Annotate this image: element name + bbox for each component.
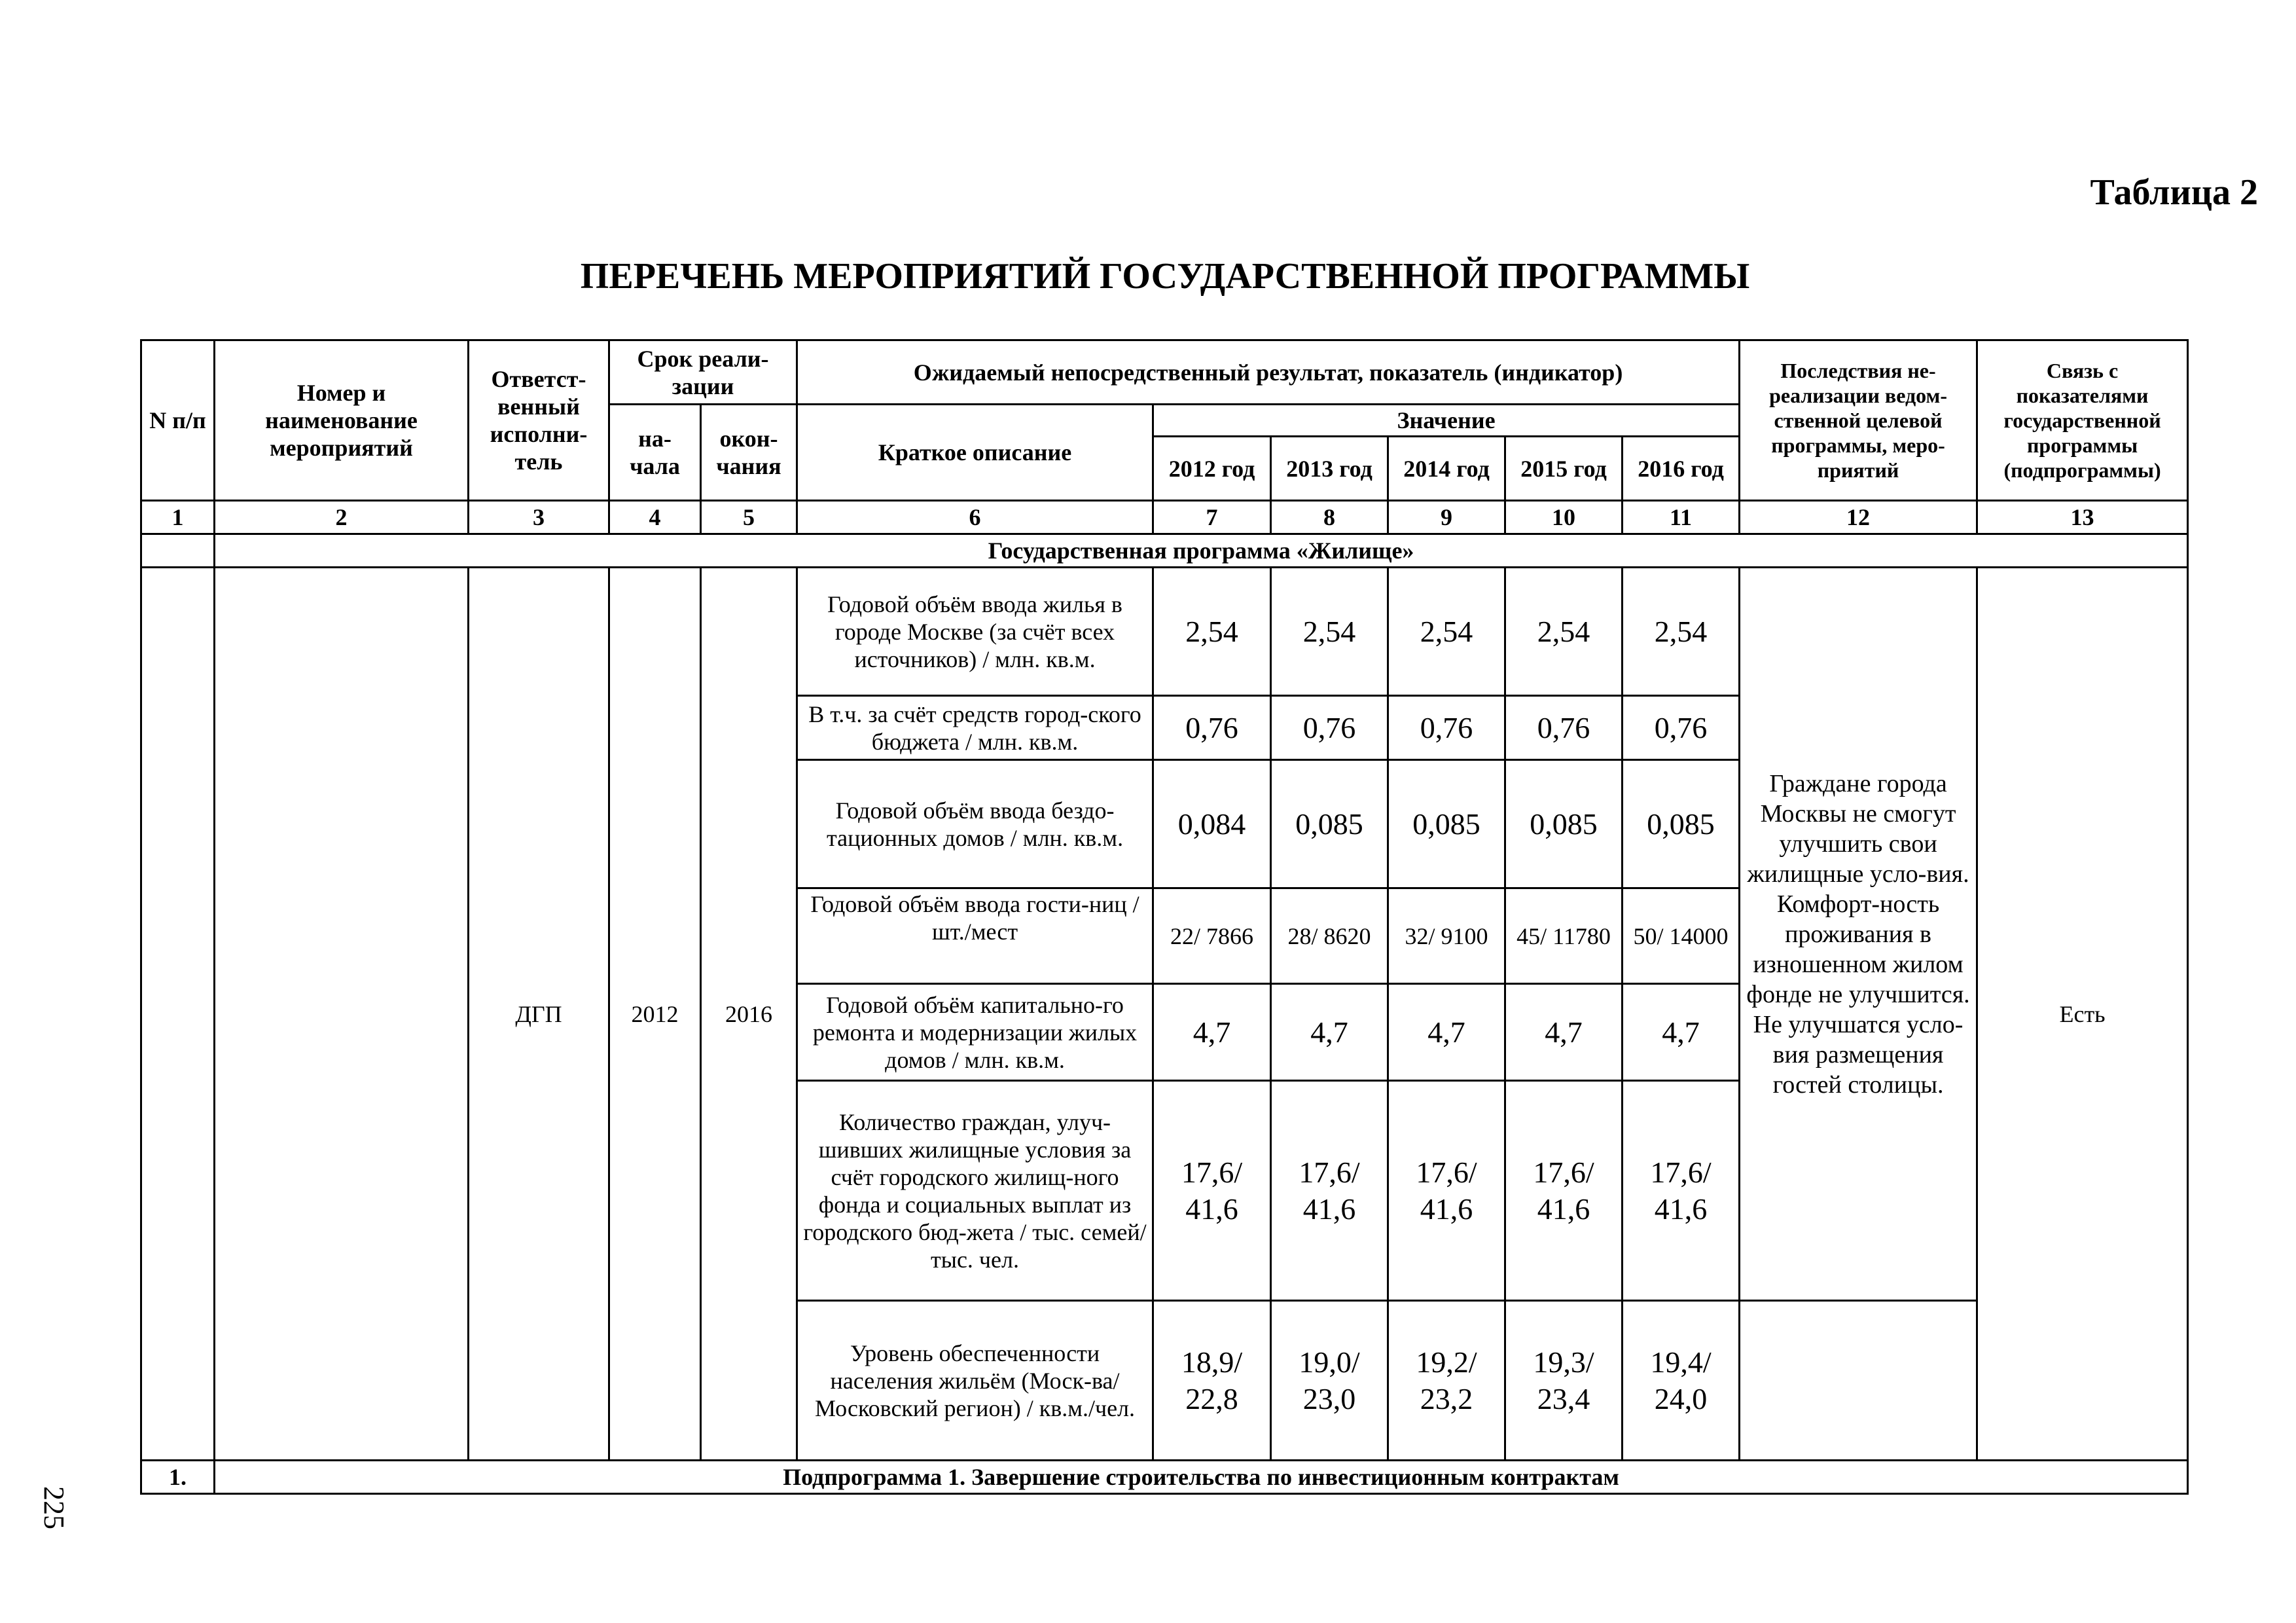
indicator-value: 50/ 14000 [1623,888,1740,984]
indicator-value: 45/ 11780 [1505,888,1623,984]
col-header-year: 2012 год [1153,437,1271,501]
program-link: Есть [1977,568,2188,1461]
column-number: 4 [609,501,701,534]
column-number: 13 [1977,501,2188,534]
indicator-value: 0,76 [1505,696,1623,760]
indicator-desc: В т.ч. за счёт средств город-ского бюджета / млн. кв.м. [797,696,1153,760]
col-header-num: N п/п [141,340,215,501]
column-number: 12 [1740,501,1977,534]
page-number: 225 [38,1486,70,1529]
column-number: 2 [215,501,469,534]
program-num-cell [141,534,215,568]
indicator-desc: Уровень обеспеченности населения жильём (Моск-ва/Московский регион) / кв.м./чел. [797,1301,1153,1461]
indicator-desc: Годовой объём ввода гости-ниц / шт./мест [797,888,1153,984]
subprogram-row [141,1461,2188,1494]
indicator-value: 17,6/ 41,6 [1388,1081,1505,1301]
program-consequences: Граждане города Москвы не смогут улучшить свои жилищные усло-вия. Комфорт-ность проживания в изношенном жилом фонде не улучшится. Не улучшатся усло-вия размещения гостей столицы. [1740,568,1977,1301]
col-header-value: Значение [1153,405,1740,437]
indicator-value: 0,085 [1623,760,1740,888]
program-num-cell [141,568,215,1461]
column-number-row [141,501,2188,534]
col-header-year: 2013 год [1271,437,1388,501]
indicator-value: 0,085 [1388,760,1505,888]
indicator-row [141,568,2188,696]
program-start: 2012 [609,568,701,1461]
indicator-value: 0,085 [1505,760,1623,888]
col-header-result: Ожидаемый непосредственный результат, показатель (индикатор) [797,340,1740,405]
col-header-term-start: на-чала [609,405,701,501]
indicator-value: 28/ 8620 [1271,888,1388,984]
col-header-name: Номер и наименование мероприятий [215,340,469,501]
col-header-consequences: Последствия не-реализации ведом-ственной целевой программы, меро-приятий [1740,340,1977,501]
column-number: 6 [797,501,1153,534]
table-label: Таблица 2 [2090,172,2258,213]
col-header-responsible: Ответст-венный исполни-тель [469,340,609,501]
col-header-year: 2014 год [1388,437,1505,501]
indicator-value: 4,7 [1623,984,1740,1081]
indicator-value: 0,76 [1153,696,1271,760]
indicator-desc: Количество граждан, улуч-шивших жилищные условия за счёт городского жилищ-ного фонда и социальных выплат из городского бюд-жета / тыс. семей/тыс. чел. [797,1081,1153,1301]
program-title-row [141,534,2188,568]
indicator-value: 4,7 [1388,984,1505,1081]
indicator-value: 0,084 [1153,760,1271,888]
program-title: Государственная программа «Жилище» [215,534,2188,568]
indicator-value: 17,6/ 41,6 [1153,1081,1271,1301]
column-number: 3 [469,501,609,534]
indicator-value: 4,7 [1271,984,1388,1081]
program-consequences-blank [1740,1301,1977,1461]
indicator-value: 19,2/ 23,2 [1388,1301,1505,1461]
indicator-value: 22/ 7866 [1153,888,1271,984]
indicator-desc: Годовой объём капитально-го ремонта и модернизации жилых домов / млн. кв.м. [797,984,1153,1081]
column-number: 1 [141,501,215,534]
col-header-short-desc: Краткое описание [797,405,1153,501]
col-header-term: Срок реали-зации [609,340,797,405]
indicator-value: 0,76 [1623,696,1740,760]
program-name-cell [215,568,469,1461]
program-responsible: ДГП [469,568,609,1461]
column-number: 9 [1388,501,1505,534]
indicator-value: 17,6/ 41,6 [1623,1081,1740,1301]
indicator-value: 2,54 [1153,568,1271,696]
column-number: 8 [1271,501,1388,534]
indicator-value: 0,76 [1388,696,1505,760]
subprogram-title: Подпрограмма 1. Завершение строительства по инвестиционным контрактам [215,1461,2188,1494]
indicator-value: 18,9/ 22,8 [1153,1301,1271,1461]
program-end: 2016 [701,568,797,1461]
indicator-value: 0,085 [1271,760,1388,888]
indicator-value: 19,0/ 23,0 [1271,1301,1388,1461]
subprogram-num: 1. [141,1461,215,1494]
indicator-value: 19,4/ 24,0 [1623,1301,1740,1461]
indicator-value: 4,7 [1505,984,1623,1081]
column-number: 11 [1623,501,1740,534]
indicator-value: 4,7 [1153,984,1271,1081]
indicator-value: 2,54 [1388,568,1505,696]
indicator-value: 19,3/ 23,4 [1505,1301,1623,1461]
document-title: ПЕРЕЧЕНЬ МЕРОПРИЯТИЙ ГОСУДАРСТВЕННОЙ ПРОГРАММЫ [580,256,1750,297]
indicator-value: 2,54 [1505,568,1623,696]
measures-table [140,339,2189,1495]
indicator-value: 2,54 [1271,568,1388,696]
col-header-year: 2015 год [1505,437,1623,501]
indicator-value: 2,54 [1623,568,1740,696]
indicator-value: 32/ 9100 [1388,888,1505,984]
column-number: 10 [1505,501,1623,534]
column-number: 7 [1153,501,1271,534]
col-header-link: Связь с показателями государственной программы (подпрограммы) [1977,340,2188,501]
col-header-year: 2016 год [1623,437,1740,501]
indicator-value: 17,6/ 41,6 [1505,1081,1623,1301]
column-number: 5 [701,501,797,534]
indicator-value: 17,6/ 41,6 [1271,1081,1388,1301]
indicator-desc: Годовой объём ввода бездо-тационных домов / млн. кв.м. [797,760,1153,888]
indicator-desc: Годовой объём ввода жилья в городе Москве (за счёт всех источников) / млн. кв.м. [797,568,1153,696]
indicator-value: 0,76 [1271,696,1388,760]
col-header-term-end: окон-чания [701,405,797,501]
